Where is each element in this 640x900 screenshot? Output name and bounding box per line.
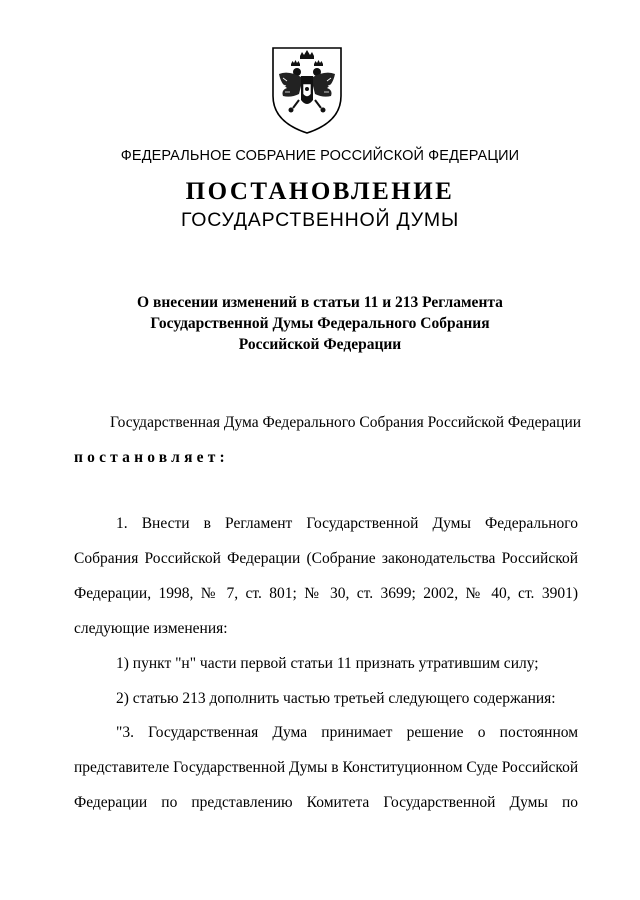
preamble-text: Государственная Дума Федерального Собрания Российской Федерации bbox=[110, 414, 582, 431]
item-1-line: следующие изменения: bbox=[74, 620, 228, 637]
item-1-line: Собрания Российской Федерации (Собрание законодательства Российской bbox=[74, 550, 578, 567]
document-subtitle: ГОСУДАРСТВЕННОЙ ДУМЫ bbox=[180, 209, 460, 231]
item-1-line: Федерации, 1998, № 7, ст. 801; № 30, ст. 3699; 2002, № 40, ст. 3901) bbox=[74, 585, 578, 602]
heading-line: О внесении изменений в статьи 11 и 213 Регламента bbox=[137, 294, 503, 311]
item-1-line: 1. Внести в Регламент Государственной Думы Федерального bbox=[116, 515, 578, 532]
quote-line: Федерации по представлению Комитета Государственной Думы по bbox=[74, 794, 578, 811]
organization-name: ФЕДЕРАЛЬНОЕ СОБРАНИЕ РОССИЙСКОЙ ФЕДЕРАЦИИ bbox=[120, 148, 520, 164]
heading-line: Российской Федерации bbox=[238, 336, 402, 353]
quote-line: представителе Государственной Думы в Конституционном Суде Российской bbox=[74, 759, 579, 776]
quote-line: "3. Государственная Дума принимает решение о постоянном bbox=[116, 724, 578, 741]
sub-item-2: 2) статью 213 дополнить частью третьей следующего содержания: bbox=[116, 690, 556, 707]
sub-item-1: 1) пункт "н" части первой статьи 11 признать утратившим силу; bbox=[116, 655, 539, 672]
document-title: ПОСТАНОВЛЕНИЕ bbox=[185, 178, 455, 205]
russian-coat-of-arms-icon bbox=[269, 44, 345, 136]
decree-word: постановляет: bbox=[74, 449, 229, 466]
document-heading bbox=[0, 292, 640, 355]
heading-line: Государственной Думы Федерального Собрания bbox=[150, 315, 490, 332]
